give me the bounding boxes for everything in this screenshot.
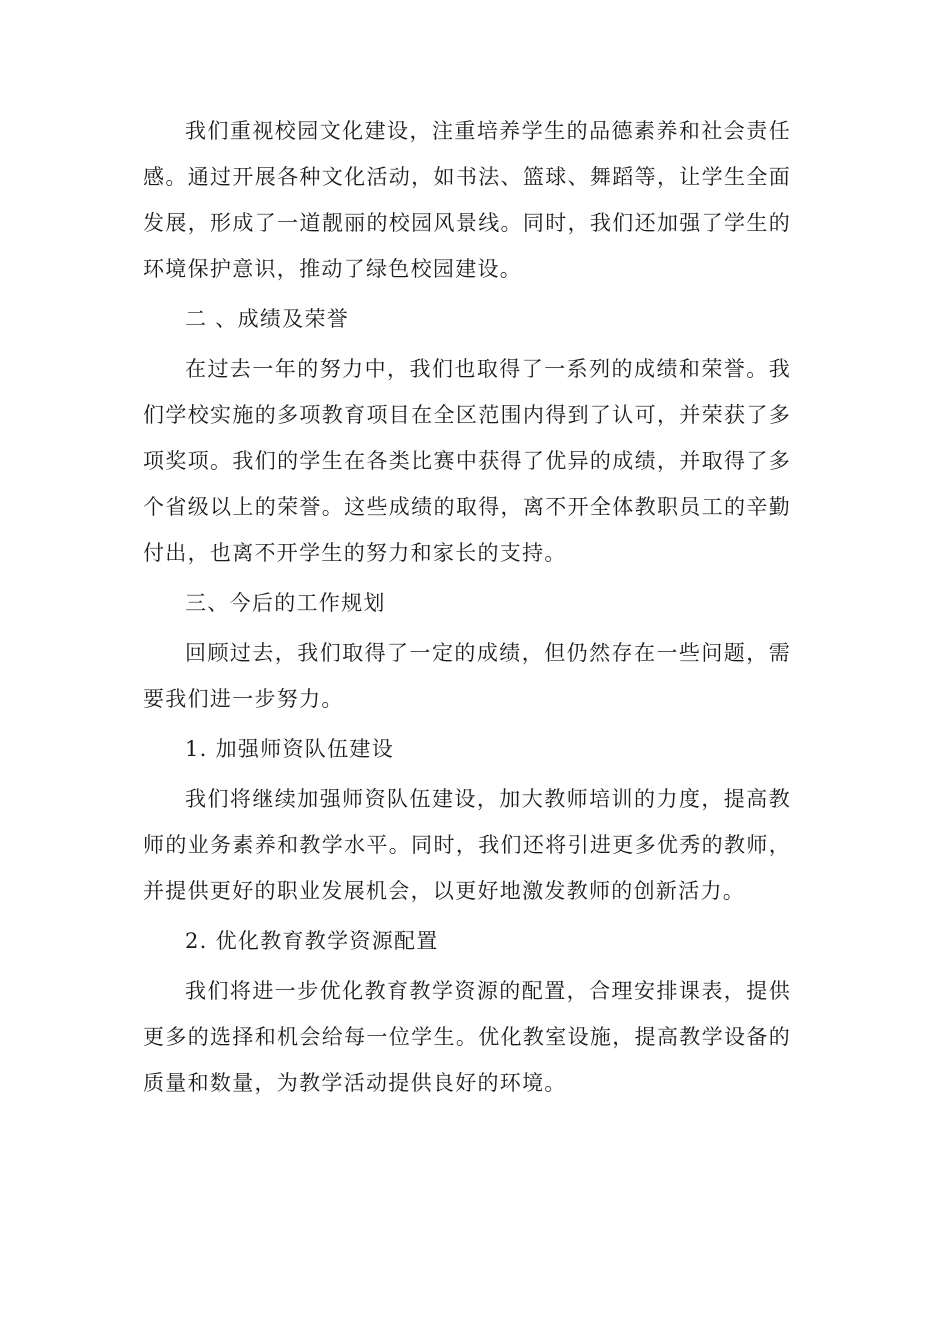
paragraph-teacher-team: 我们将继续加强师资队伍建设，加大教师培训的力度，提高教师的业务素养和教学水平。同时，我们还将引进更多优秀的教师，并提供更好的职业发展机会，以更好地激发教师的创新活力。 — [143, 787, 791, 903]
section-heading-future-plan: 三、今后的工作规划 — [185, 591, 386, 615]
subheading-resource-allocation: 2. 优化教育教学资源配置 — [185, 929, 439, 953]
paragraph-campus-culture: 我们重视校园文化建设，注重培养学生的品德素养和社会责任感。通过开展各种文化活动，如书法、篮球、舞蹈等，让学生全面发展，形成了一道靓丽的校园风景线。同时，我们还加强了学生的环境保护意识，推动了绿色校园建设。 — [143, 119, 791, 281]
document-body — [143, 108, 791, 1110]
paragraph-resource-allocation: 我们将进一步优化教育教学资源的配置，合理安排课表，提供更多的选择和机会给每一位学生。优化教室设施，提高教学设备的质量和数量，为教学活动提供良好的环境。 — [143, 979, 791, 1095]
paragraph-review: 回顾过去，我们取得了一定的成绩，但仍然存在一些问题，需要我们进一步努力。 — [143, 641, 791, 711]
subheading-teacher-team: 1. 加强师资队伍建设 — [185, 737, 395, 761]
section-heading-achievements: 二 、成绩及荣誉 — [185, 307, 350, 331]
paragraph-achievements: 在过去一年的努力中，我们也取得了一系列的成绩和荣誉。我们学校实施的多项教育项目在全区范围内得到了认可，并荣获了多项奖项。我们的学生在各类比赛中获得了优异的成绩，并取得了多个省级以上的荣誉。这些成绩的取得，离不开全体教职员工的辛勤付出，也离不开学生的努力和家长的支持。 — [143, 357, 791, 565]
